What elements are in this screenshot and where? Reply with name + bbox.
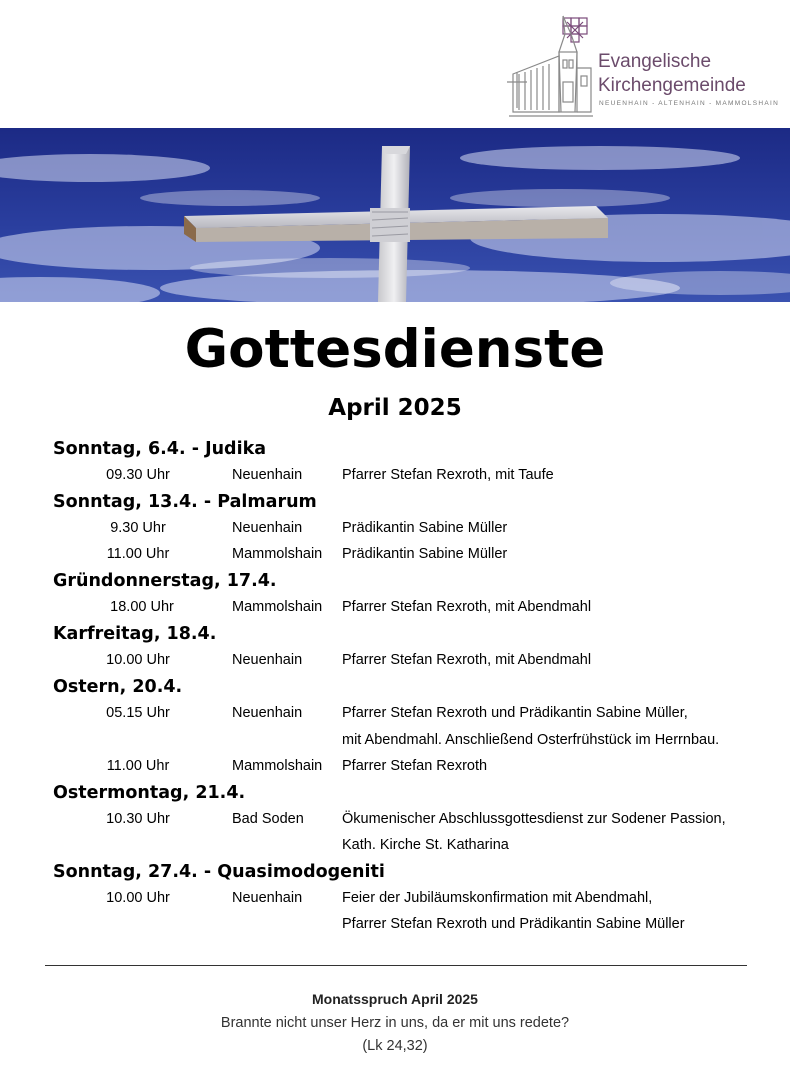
service-row bbox=[0, 756, 790, 776]
day-heading: Ostermontag, 21.4. bbox=[53, 783, 246, 803]
service-description: Pfarrer Stefan Rexroth, mit Abendmahl bbox=[342, 652, 592, 668]
service-description: Pfarrer Stefan Rexroth, mit Taufe bbox=[342, 467, 554, 483]
service-row bbox=[0, 888, 790, 908]
motto-title: Monatsspruch April 2025 bbox=[312, 991, 478, 1007]
day-heading: Sonntag, 27.4. - Quasimodogeniti bbox=[53, 862, 385, 882]
day-heading: Ostern, 20.4. bbox=[53, 677, 183, 697]
service-description: Pfarrer Stefan Rexroth bbox=[342, 758, 488, 774]
service-row bbox=[0, 809, 790, 829]
service-row bbox=[0, 650, 790, 670]
service-description: Ökumenischer Abschlussgottesdienst zur Sodener Passion, bbox=[342, 811, 726, 827]
logo-line-kirchengemeinde: Kirchengemeinde bbox=[598, 75, 746, 96]
logo-line-locations: NEUENHAIN - ALTENHAIN - MAMMOLSHAIN bbox=[599, 100, 780, 107]
service-row bbox=[0, 597, 790, 617]
service-time: 9.30 Uhr bbox=[110, 520, 166, 536]
service-time: 18.00 Uhr bbox=[110, 599, 174, 615]
service-row bbox=[0, 544, 790, 564]
service-place: Mammolshain bbox=[232, 758, 323, 774]
service-description: Prädikantin Sabine Müller bbox=[342, 546, 508, 562]
service-row bbox=[0, 703, 790, 723]
cross-sky-banner bbox=[0, 128, 790, 302]
service-time: 11.00 Uhr bbox=[106, 758, 170, 774]
service-row-continued bbox=[0, 914, 790, 934]
service-row bbox=[0, 465, 790, 485]
service-place: Neuenhain bbox=[232, 705, 303, 721]
day-heading: Gründonnerstag, 17.4. bbox=[53, 571, 277, 591]
service-row bbox=[0, 518, 790, 538]
service-row-continued bbox=[0, 730, 790, 750]
service-place: Mammolshain bbox=[232, 546, 323, 562]
day-heading: Karfreitag, 18.4. bbox=[53, 624, 217, 644]
service-place: Neuenhain bbox=[232, 467, 303, 483]
service-time: 10.30 Uhr bbox=[106, 811, 170, 827]
service-description: Pfarrer Stefan Rexroth, mit Abendmahl bbox=[342, 599, 592, 615]
day-heading: Sonntag, 6.4. - Judika bbox=[53, 439, 267, 459]
service-row-continued bbox=[0, 835, 790, 855]
service-time: 10.00 Uhr bbox=[106, 890, 170, 906]
service-place: Neuenhain bbox=[232, 652, 303, 668]
service-description-continued: Kath. Kirche St. Katharina bbox=[342, 837, 509, 853]
service-description: Prädikantin Sabine Müller bbox=[342, 520, 508, 536]
page-subtitle: April 2025 bbox=[328, 395, 462, 421]
divider bbox=[45, 965, 747, 966]
service-place: Neuenhain bbox=[232, 520, 303, 536]
service-description-continued: Pfarrer Stefan Rexroth und Prädikantin Sabine Müller bbox=[342, 916, 685, 932]
motto-text: Brannte nicht unser Herz in uns, da er mit uns redete? bbox=[220, 1015, 570, 1031]
service-time: 10.00 Uhr bbox=[106, 652, 170, 668]
logo-line-evangelische: Evangelische bbox=[598, 51, 712, 72]
church-logo bbox=[505, 12, 780, 122]
page-title: Gottesdienste bbox=[184, 319, 606, 380]
service-description: Feier der Jubiläumskonfirmation mit Abendmahl, bbox=[342, 890, 653, 906]
service-time: 11.00 Uhr bbox=[106, 546, 170, 562]
service-place: Mammolshain bbox=[232, 599, 323, 615]
service-description-continued: mit Abendmahl. Anschließend Osterfrühstück im Herrnbau. bbox=[342, 732, 720, 748]
day-heading: Sonntag, 13.4. - Palmarum bbox=[53, 492, 317, 512]
service-time: 05.15 Uhr bbox=[106, 705, 170, 721]
service-place: Bad Soden bbox=[232, 811, 304, 827]
motto-reference: (Lk 24,32) bbox=[362, 1038, 428, 1054]
service-place: Neuenhain bbox=[232, 890, 303, 906]
service-description: Pfarrer Stefan Rexroth und Prädikantin Sabine Müller, bbox=[342, 705, 688, 721]
service-time: 09.30 Uhr bbox=[106, 467, 170, 483]
